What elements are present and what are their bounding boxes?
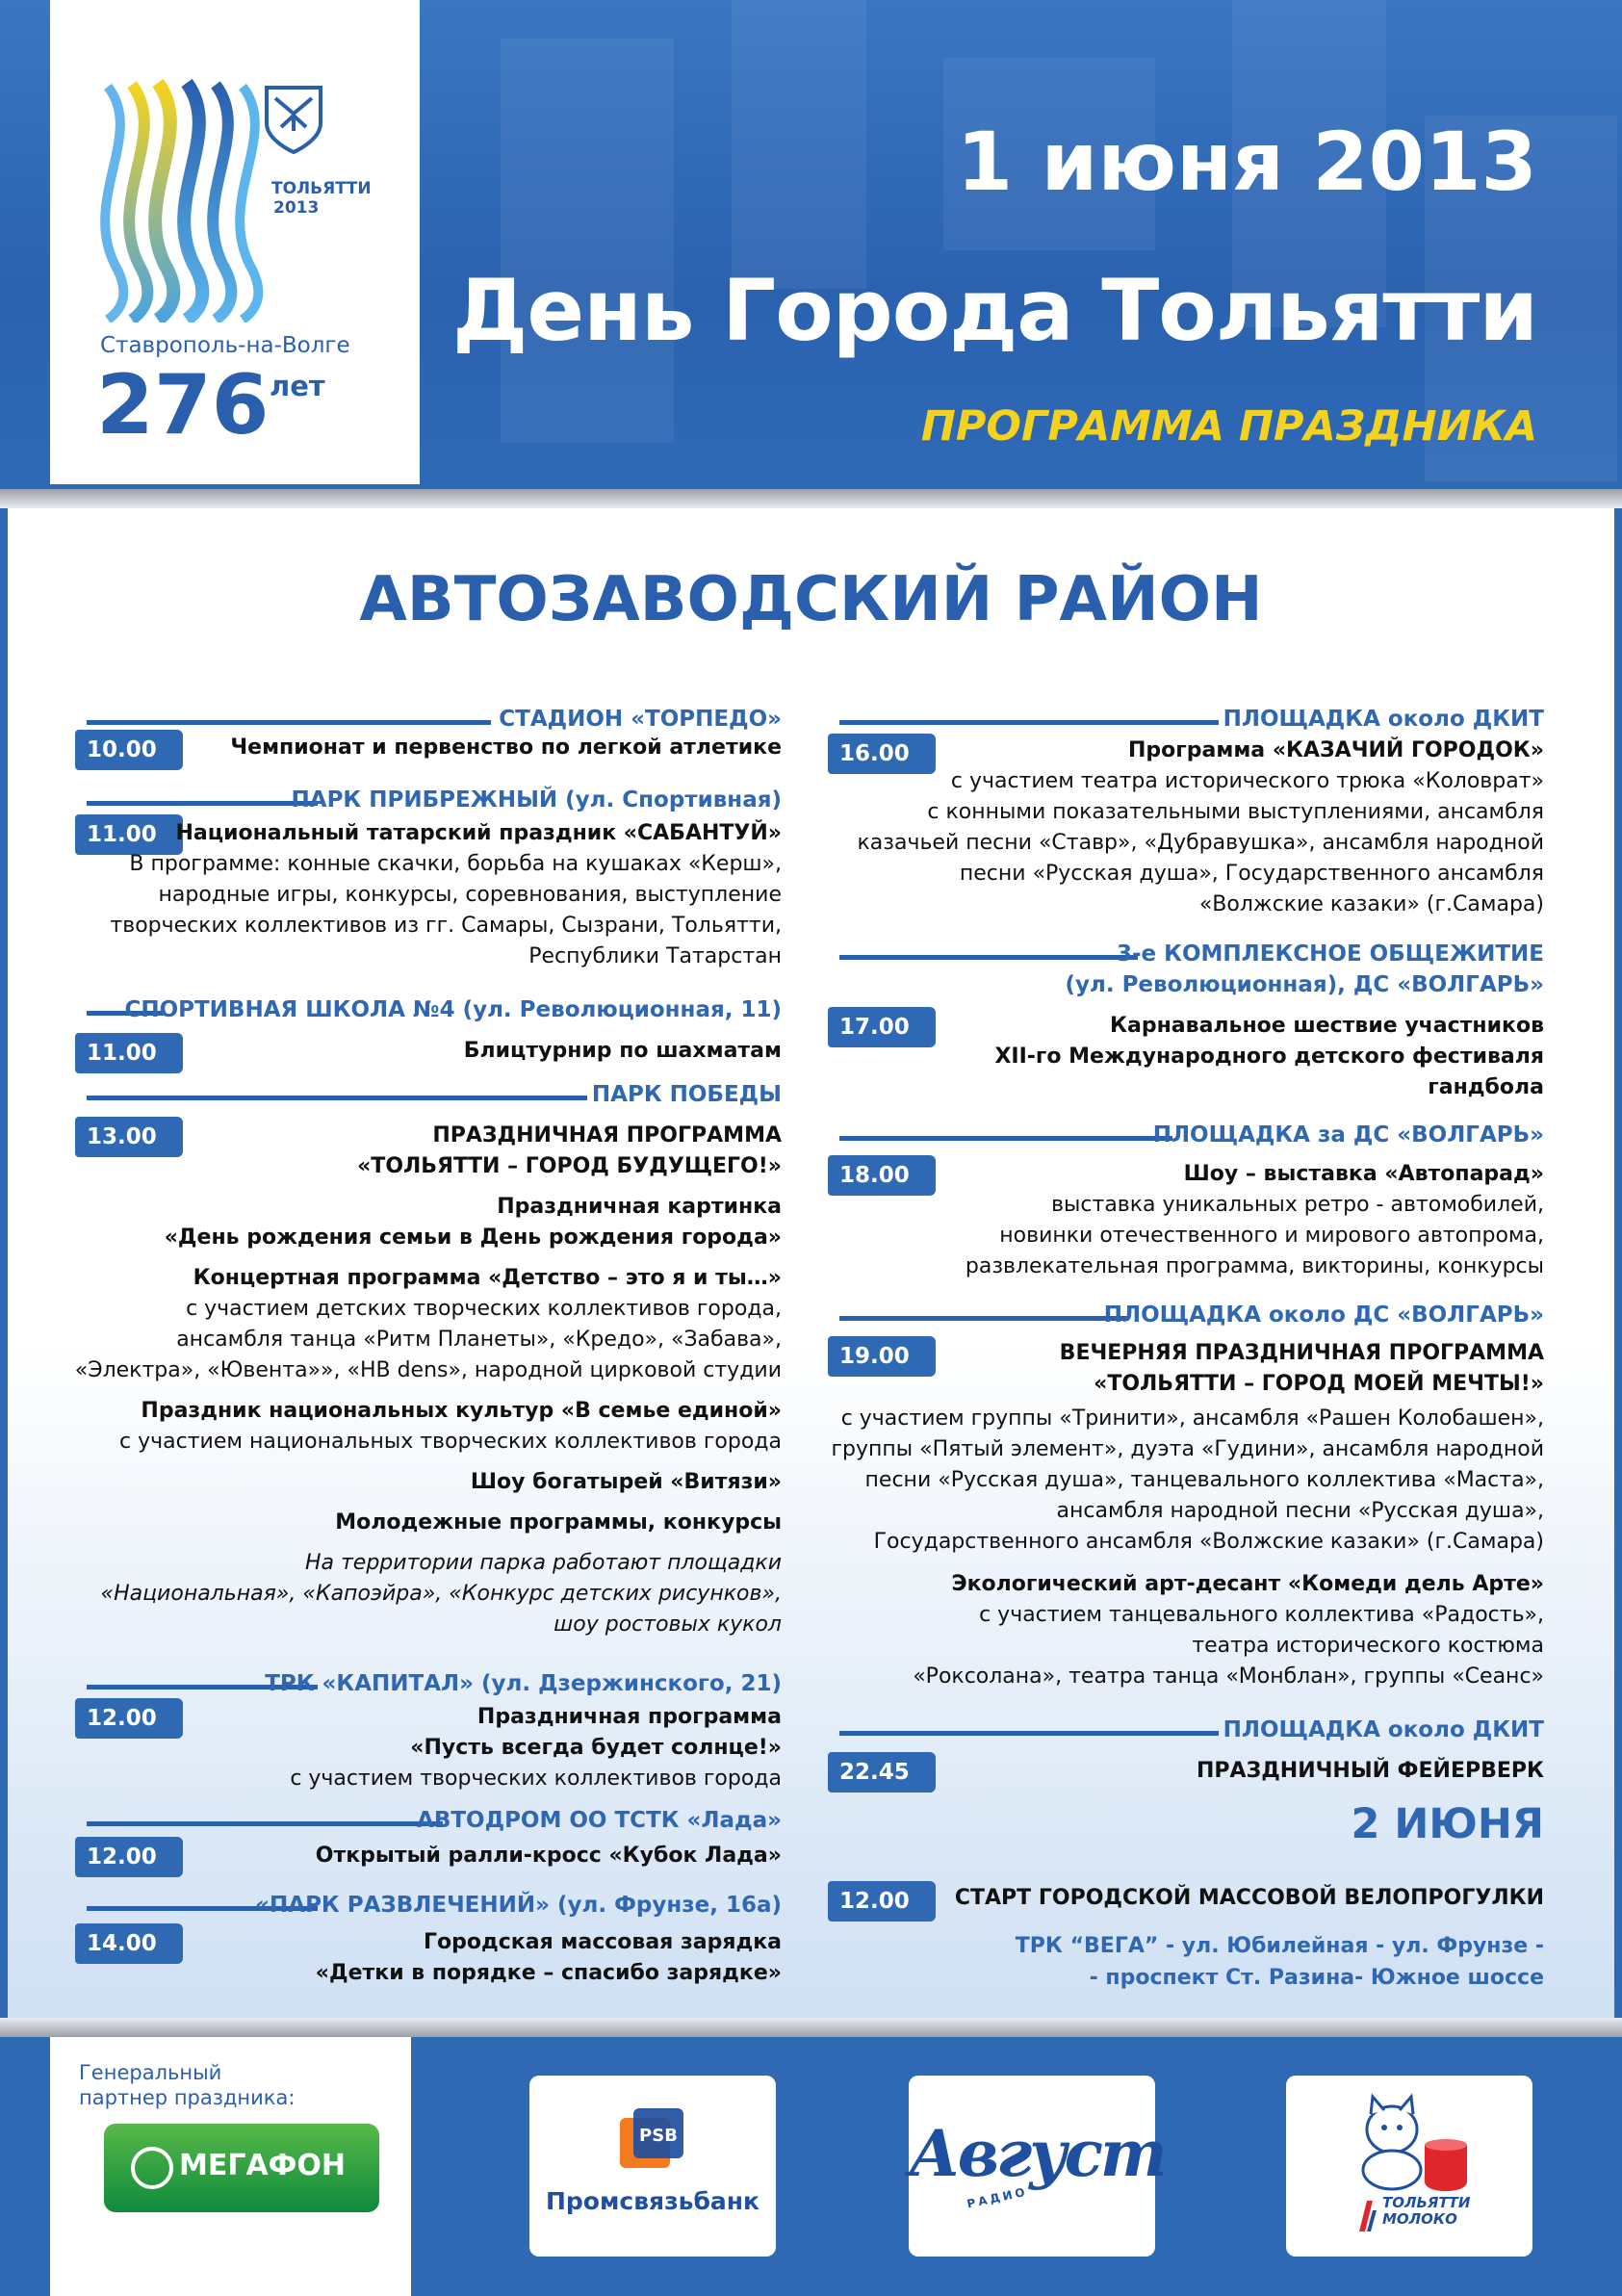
- event-text: ПРАЗДНИЧНАЯ ПРОГРАММА «ТОЛЬЯТТИ – ГОРОД БУДУЩЕГО!» Праздничная картинка «День рождения семьи в День рождения города» Концертная программа «Детство – это я и ты…» с участием детских творческих коллективов города, ансамбля танца «Ритм Планеты», «Кредо», «Забава», «Электра», «Ювента»», «НВ dens», народной цирковой студии Праздник национальных культур «В семье единой» с участием национальных творческих коллективов города Шоу богатырей «Витязи» Молодежные программы, конкурсы На территории парка работают площадки «Национальная», «Капоэйра», «Конкурс детских рисунков», шоу ростовых кукол: [74, 1123, 782, 1637]
- moloko-stripes-icon: [1357, 2199, 1377, 2233]
- psb-logo-icon: [620, 2108, 683, 2170]
- event-text: Национальный татарский праздник «САБАНТУЙ» В программе: конные скачки, борьба на кушаках «Керш», народные игры, конкурсы, соревнования, выступление творческих коллективов из гг. Самары, Сызрани, Тольятти, Республики Татарстан: [110, 821, 782, 968]
- moloko-label: ТОЛЬЯТТИ: [1382, 2194, 1471, 2211]
- event-text: Блицтурнир по шахматам: [463, 1039, 782, 1063]
- bike-route: ТРК “ВЕГА” - ул. Юбилейная - ул. Фрунзе - - проспект Ст. Разина- Южное шоссе: [1015, 1934, 1544, 1990]
- header: [0, 0, 1622, 489]
- venue-heading: ПАРК ПРИБРЕЖНЫЙ (ул. Спортивная): [87, 787, 782, 816]
- time-badge: 10.00: [75, 730, 183, 770]
- event-date: 1 июня 2013: [956, 115, 1537, 209]
- event-title: День Города Тольятти: [452, 261, 1537, 360]
- logo-age-number: 276: [96, 357, 270, 453]
- svg-text:PSB: PSB: [639, 2126, 678, 2146]
- avgust-logo: Август: [909, 2116, 1165, 2191]
- megafon-icon: [131, 2147, 173, 2189]
- event-text: Праздничная программа «Пусть всегда будет солнце!» с участием творческих коллективов города: [290, 1705, 782, 1791]
- time-badge: 12.00: [75, 1698, 183, 1739]
- city-logo: [50, 0, 420, 484]
- event-text: СТАРТ ГОРОДСКОЙ МАССОВОЙ ВЕЛОПРОГУЛКИ: [954, 1886, 1544, 1910]
- event-text: Карнавальное шествие участников XII-го Международного детского фестиваля гандбола: [994, 1014, 1544, 1099]
- event-text: Открытый ралли-кросс «Кубок Лада»: [315, 1844, 782, 1868]
- time-badge: 11.00: [75, 814, 183, 855]
- time-badge: 11.00: [75, 1033, 183, 1073]
- time-badge: 12.00: [828, 1881, 936, 1922]
- venue-heading: «ПАРК РАЗВЛЕЧЕНИЙ» (ул. Фрунзе, 16а): [87, 1893, 782, 1922]
- logo-age-unit: лет: [270, 370, 325, 402]
- sponsors-footer: [0, 2018, 1622, 2296]
- sponsor-psb: PSB Промсвязьбанк: [529, 2076, 776, 2257]
- general-partner-box: [50, 2037, 411, 2296]
- venue-heading: ПАРК ПОБЕДЫ: [87, 1082, 782, 1111]
- program-label: ПРОГРАММА ПРАЗДНИКА: [920, 402, 1537, 451]
- venue-heading: ПЛОЩАДКА около ДКИТ: [839, 707, 1544, 735]
- sponsor-avgust-radio: [909, 2076, 1165, 2257]
- program-panel: [0, 489, 1622, 2018]
- sponsor-tolyatti-moloko: [1286, 2076, 1532, 2257]
- venue-heading: ПЛОЩАДКА около ДС «ВОЛГАРЬ»: [839, 1303, 1544, 1331]
- day2-heading: 2 ИЮНЯ: [1351, 1800, 1544, 1848]
- logo-old-name: Ставрополь-на-Волге: [100, 333, 350, 358]
- time-badge: 17.00: [828, 1007, 936, 1047]
- avgust-radio-label: РАДИО: [965, 2184, 1029, 2211]
- logo-city-name: ТОЛЬЯТТИ: [271, 179, 372, 198]
- partner-label: партнер праздника:: [79, 2086, 296, 2109]
- coat-of-arms-icon: [264, 85, 323, 154]
- event-text: ПРАЗДНИЧНЫЙ ФЕЙЕРВЕРК: [1197, 1759, 1544, 1783]
- time-badge: 18.00: [828, 1155, 936, 1196]
- logo-year: 2013: [273, 198, 320, 218]
- time-badge: 19.00: [828, 1336, 936, 1377]
- event-text: Городская массовая зарядка «Детки в порядке – спасибо зарядке»: [315, 1930, 782, 1985]
- venue-heading: СПОРТИВНАЯ ШКОЛА №4 (ул. Революционная, 11): [87, 997, 782, 1026]
- venue-heading: АВТОДРОМ ОО ТСТК «Лада»: [87, 1808, 782, 1837]
- event-text: Программа «КАЗАЧИЙ ГОРОДОК» с участием театра исторического трюка «Коловрат» с конными показательными выступлениями, ансамбля казачьей песни «Ставр», «Дубравушка», ансамбля народной песни «Русская душа», Государственного ансамбля «Волжские казаки» (г.Самара): [857, 738, 1544, 916]
- time-badge: 13.00: [75, 1117, 183, 1157]
- event-text: Шоу – выставка «Автопарад» выставка уникальных ретро - автомобилей, новинки отечественного и мирового автопрома, развлекательная программа, викторины, конкурсы: [965, 1162, 1544, 1278]
- waves-logo-icon: [89, 77, 281, 322]
- venue-heading: ПЛОЩАДКА за ДС «ВОЛГАРЬ»: [839, 1122, 1544, 1151]
- event-text: Чемпионат и первенство по легкой атлетике: [230, 735, 782, 760]
- venue-heading: 3-е КОМПЛЕКСНОЕ ОБЩЕЖИТИЕ: [839, 942, 1544, 970]
- district-title: АВТОЗАВОДСКИЙ РАЙОН: [359, 564, 1263, 635]
- venue-heading: ПЛОЩАДКА около ДКИТ: [839, 1717, 1544, 1746]
- venue-heading-continued: (ул. Революционная), ДС «ВОЛГАРЬ»: [1065, 972, 1544, 997]
- event-text: ВЕЧЕРНЯЯ ПРАЗДНИЧНАЯ ПРОГРАММА «ТОЛЬЯТТИ – ГОРОД МОЕЙ МЕЧТЫ!» с участием группы «Тринити», ансамбля «Рашен Колобашен», группы «Пятый элемент», дуэта «Гудини», ансамбля народной песни «Русская душа», танцевального коллектива «Маста», ансамбля народной песни «Русская душа», Государственного ансамбля «Волжские казаки» (г.Самара) Экологический арт-десант «Комеди дель Арте» с участием танцевального коллектива «Радость», театра исторического костюма «Роксолана», театра танца «Монблан», группы «Сеанс»: [831, 1341, 1544, 1689]
- megafon-logo: МЕГАФОН: [104, 2124, 379, 2212]
- time-badge: 22.45: [828, 1752, 936, 1793]
- cat-mascot-icon: [1344, 2089, 1479, 2193]
- time-badge: 12.00: [75, 1837, 183, 1877]
- time-badge: 14.00: [75, 1923, 183, 1964]
- time-badge: 16.00: [828, 734, 936, 774]
- moloko-label: МОЛОКО: [1382, 2210, 1457, 2228]
- venue-heading: СТАДИОН «ТОРПЕДО»: [87, 707, 782, 735]
- venue-heading: ТРК «КАПИТАЛ» (ул. Дзержинского, 21): [87, 1671, 782, 1700]
- partner-label: Генеральный: [79, 2061, 222, 2084]
